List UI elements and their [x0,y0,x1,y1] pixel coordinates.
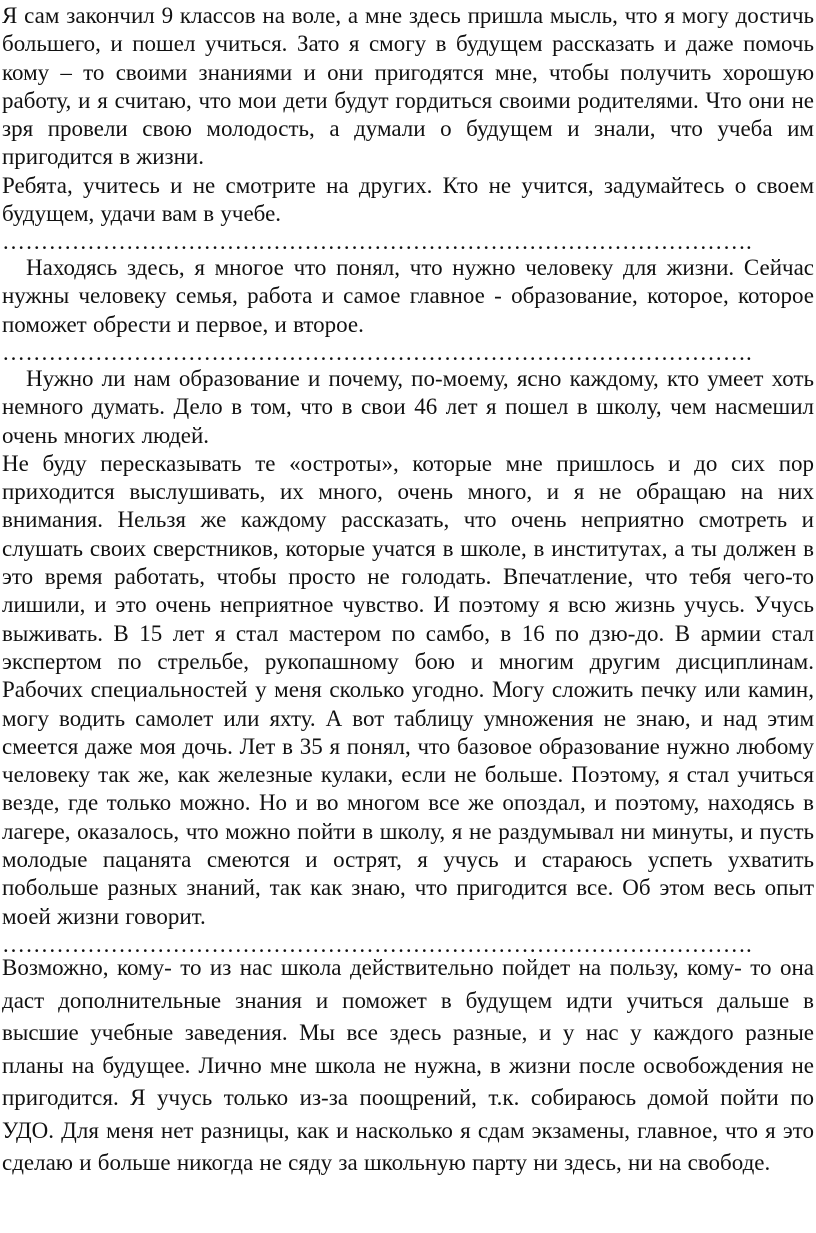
paragraph-1: Я сам закончил 9 классов на воле, а мне здесь пришла мысль, что я могу достичь большего, и пошел учиться. Зато я смогу в будущем рассказать и даже помочь кому – то своими знаниями и они пригодятся мне, чтобы получить хорошую работу, и я считаю, что мои дети будут гордиться своими родителями. Что они не зря провели свою молодость, а думали о будущем и знали, что учеба им пригодится в жизни. [2,3,814,170]
dotted-separator-2: ……………………………………………………………………………………. [2,339,752,365]
paragraph-2: Ребята, учитесь и не смотрите на других. Кто не учится, задумайтесь о своем будущем, удачи вам в учебе. [2,172,814,227]
paragraph-4: Нужно ли нам образование и почему, по-моему, ясно каждому, кто умеет хоть немного думать. Дело в том, что в свои 46 лет я пошел в школу, чем насмешил очень многих людей. [2,366,814,448]
essay-block-2 [2,254,814,367]
essay-block-1 [2,2,814,257]
dotted-separator-3: ……………………………………………………………………………………. [2,931,752,957]
essay-block-4 [2,952,814,1180]
essay-block-3 [2,365,814,959]
paragraph-5: Не буду пересказывать те «остроты», которые мне пришлось и до сих пор приходится выслушивать, их много, очень много, и я не обращаю на них внимания. Нельзя же каждому рассказать, что очень неприятно смотреть и слушать своих сверстников, которые учатся в школе, в институтах, а ты должен в это время работать, чтобы просто не голодать. Впечатление, что тебя чего-то лишили, и это очень неприятное чувство. И поэтому я всю жизнь учусь. Учусь выживать. В 15 лет я стал мастером по самбо, в 16 по дзю-до. В армии стал экспертом по стрельбе, рукопашному бою и многим другим дисциплинам. Рабочих специальностей у меня сколько угодно. Могу сложить печку или камин, могу водить самолет или яхту. А вот таблицу умножения не знаю, и над этим смеется даже моя дочь. Лет в 35 я понял, что базовое образование нужно любому человеку так же, как железные кулаки, если не больше. Поэтому, я стал учиться везде, где только можно. Но и во многом все же опоздал, и поэтому, находясь в лагере, оказалось, что можно пойти в школу, я не раздумывал ни минуты, и пусть молодые пацанята смеются и острят, я учусь и стараюсь успеть ухватить побольше разных знаний, так как знаю, что пригодится все. Об этом весь опыт моей жизни говорит. [2,450,814,929]
paragraph-3: Находясь здесь, я многое что понял, что нужно человеку для жизни. Сейчас нужны человеку семья, работа и самое главное - образование, которое, которое поможет обрести и первое, и второе. [2,255,814,337]
dotted-separator-1: ……………………………………………………………………………………. [2,229,752,255]
paragraph-6: Возможно, кому- то из нас школа действительно пойдет на пользу, кому- то она даст дополнительные знания и поможет в будущем идти учиться дальше в высшие учебные заведения. Мы все здесь разные, и у нас у каждого разные планы на будущее. Лично мне школа не нужна, в жизни после освобождения не пригодится. Я учусь только из-за поощрений, т.к. собираюсь домой пойти по УДО. Для меня нет разницы, как и насколько я сдам экзамены, главное, что я это сделаю и больше никогда не сяду за школьную парту ни здесь, ни на свободе. [2,955,814,1175]
